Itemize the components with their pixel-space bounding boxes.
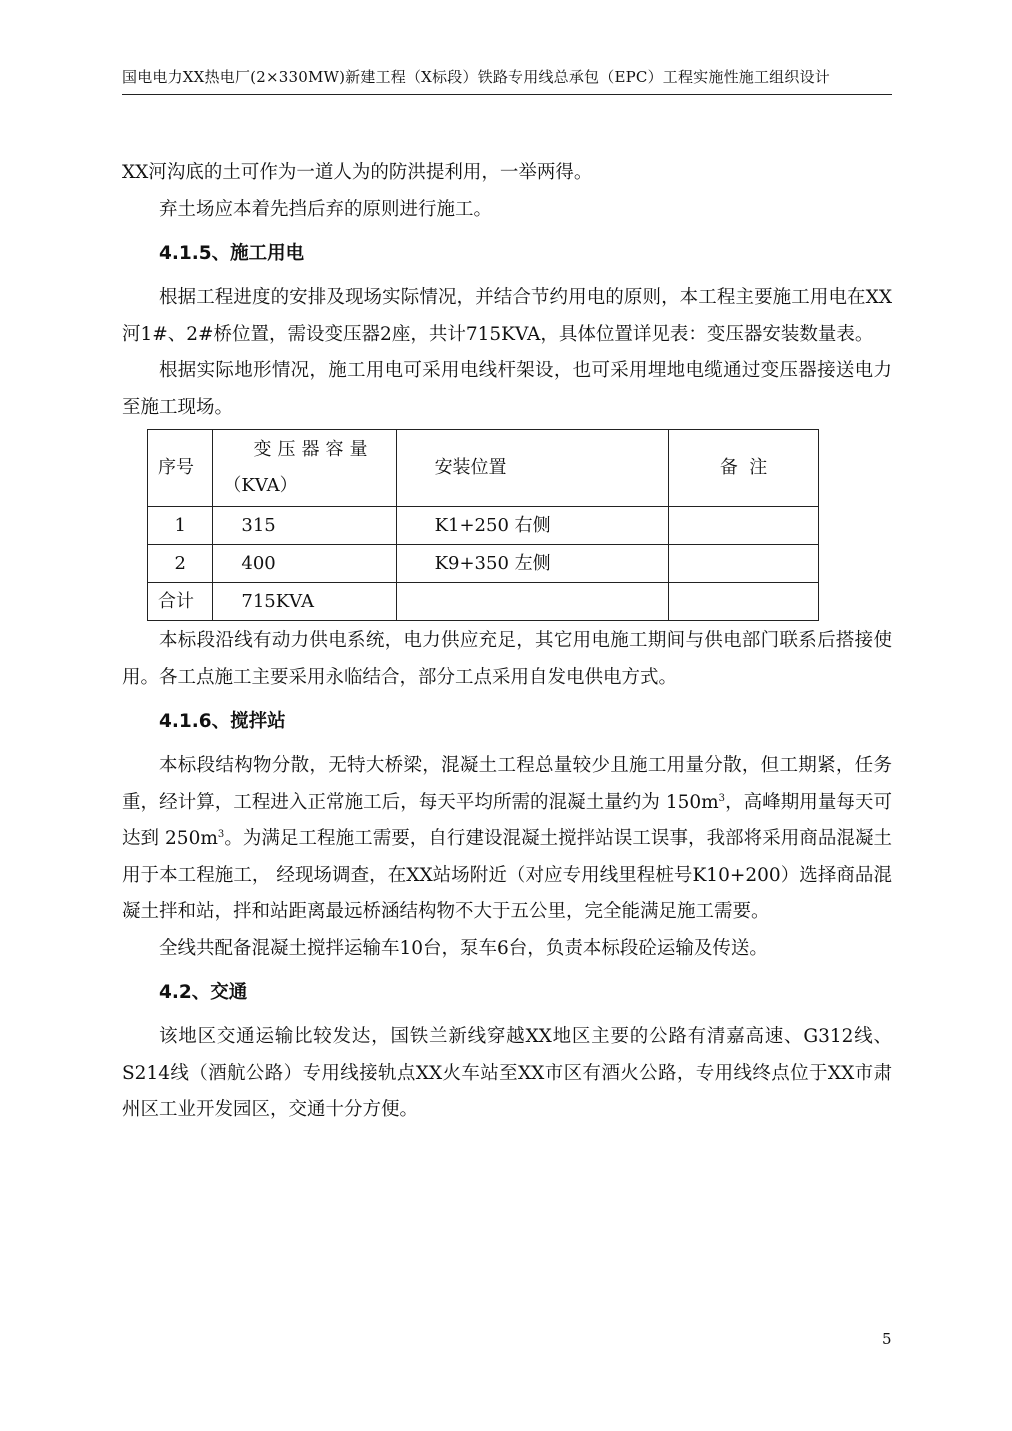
header-cell-no: 序号 <box>148 430 213 507</box>
header-cell-capacity <box>213 430 396 507</box>
paragraph: 弃土场应本着先挡后弃的原则进行施工。 <box>159 198 493 220</box>
table-row-total <box>148 583 819 621</box>
table-header-row <box>148 430 819 507</box>
cell-location: K1+250 右侧 <box>396 507 669 545</box>
cell-capacity: 715KVA <box>213 583 396 621</box>
capacity-label: 变压器容量 <box>253 439 374 460</box>
section-heading-4-1-5: 4.1.5、施工用电 <box>159 243 305 264</box>
cell-remark <box>669 583 819 621</box>
capacity-unit: （KVA） <box>223 475 298 496</box>
superscript: 3 <box>217 828 225 840</box>
running-header: 国电电力XX热电厂(2×330MW)新建工程（X标段）铁路专用线总承包（EPC）工程实施性施工组织设计 <box>122 68 830 86</box>
cell-capacity: 315 <box>213 507 396 545</box>
transformer-table <box>147 429 819 621</box>
body-text <box>122 155 892 1129</box>
cell-no: 1 <box>148 507 213 545</box>
cell-remark <box>669 545 819 583</box>
section-heading-4-1-6: 4.1.6、搅拌站 <box>159 711 286 732</box>
text-run: 本标段结构物分散，无特大桥梁，混凝土工程总量较少且施工用量分散，但工期紧，任务重，经计算，工程进入正常施工后，每天平均所需的混凝土量约为 150m <box>122 755 892 813</box>
paragraph: 根据实际地形情况，施工用电可采用电线杆架设，也可采用埋地电缆通过变压器接送电力至施工现场。 <box>122 360 892 418</box>
paragraph: XX河沟底的土可作为一道人为的防洪提利用，一举两得。 <box>122 162 593 183</box>
cell-no: 2 <box>148 545 213 583</box>
paragraph: 全线共配备混凝土搅拌运输车10台，泵车6台，负责本标段砼运输及传送。 <box>159 937 768 959</box>
table-row <box>148 545 819 583</box>
table-row <box>148 507 819 545</box>
text-run: 。为满足工程施工需要，自行建设混凝土搅拌站误工误事，我部将采用商品混凝土用于本工程施工， 经现场调查，在XX站场附近（对应专用线里程桩号K10+200）选择商品混凝土拌和站，拌和站距离最远桥涵结构物不大于五公里，完全能满足施工需要。 <box>122 828 892 922</box>
page-number: 5 <box>882 1330 892 1348</box>
cell-remark <box>669 507 819 545</box>
superscript: 3 <box>718 792 726 804</box>
paragraph: 该地区交通运输比较发达，国铁兰新线穿越XX地区主要的公路有清嘉高速、G312线、S214线（酒航公路）专用线接轨点XX火车站至XX市区有酒火公路，专用线终点位于XX市肃州区工业开发园区，交通十分方便。 <box>122 1026 892 1120</box>
paragraph <box>122 748 892 931</box>
header-cell-remark: 备 注 <box>669 430 819 507</box>
paragraph: 根据工程进度的安排及现场实际情况，并结合节约用电的原则，本工程主要施工用电在XX河1#、2#桥位置，需设变压器2座，共计715KVA，具体位置详见表：变压器安装数量表。 <box>122 287 892 345</box>
cell-no: 合计 <box>148 583 213 621</box>
cell-capacity: 400 <box>213 545 396 583</box>
cell-location: K9+350 左侧 <box>396 545 669 583</box>
header-rule <box>122 94 892 95</box>
section-heading-4-2: 4.2、交通 <box>159 982 248 1003</box>
text-run: ，高峰期用量每天可达到 250m <box>122 791 892 849</box>
paragraph: 本标段沿线有动力供电系统，电力供应充足，其它用电施工期间与供电部门联系后搭接使用。各工点施工主要采用永临结合，部分工点采用自发电供电方式。 <box>122 630 892 688</box>
header-cell-location: 安装位置 <box>396 430 669 507</box>
cell-location <box>396 583 669 621</box>
